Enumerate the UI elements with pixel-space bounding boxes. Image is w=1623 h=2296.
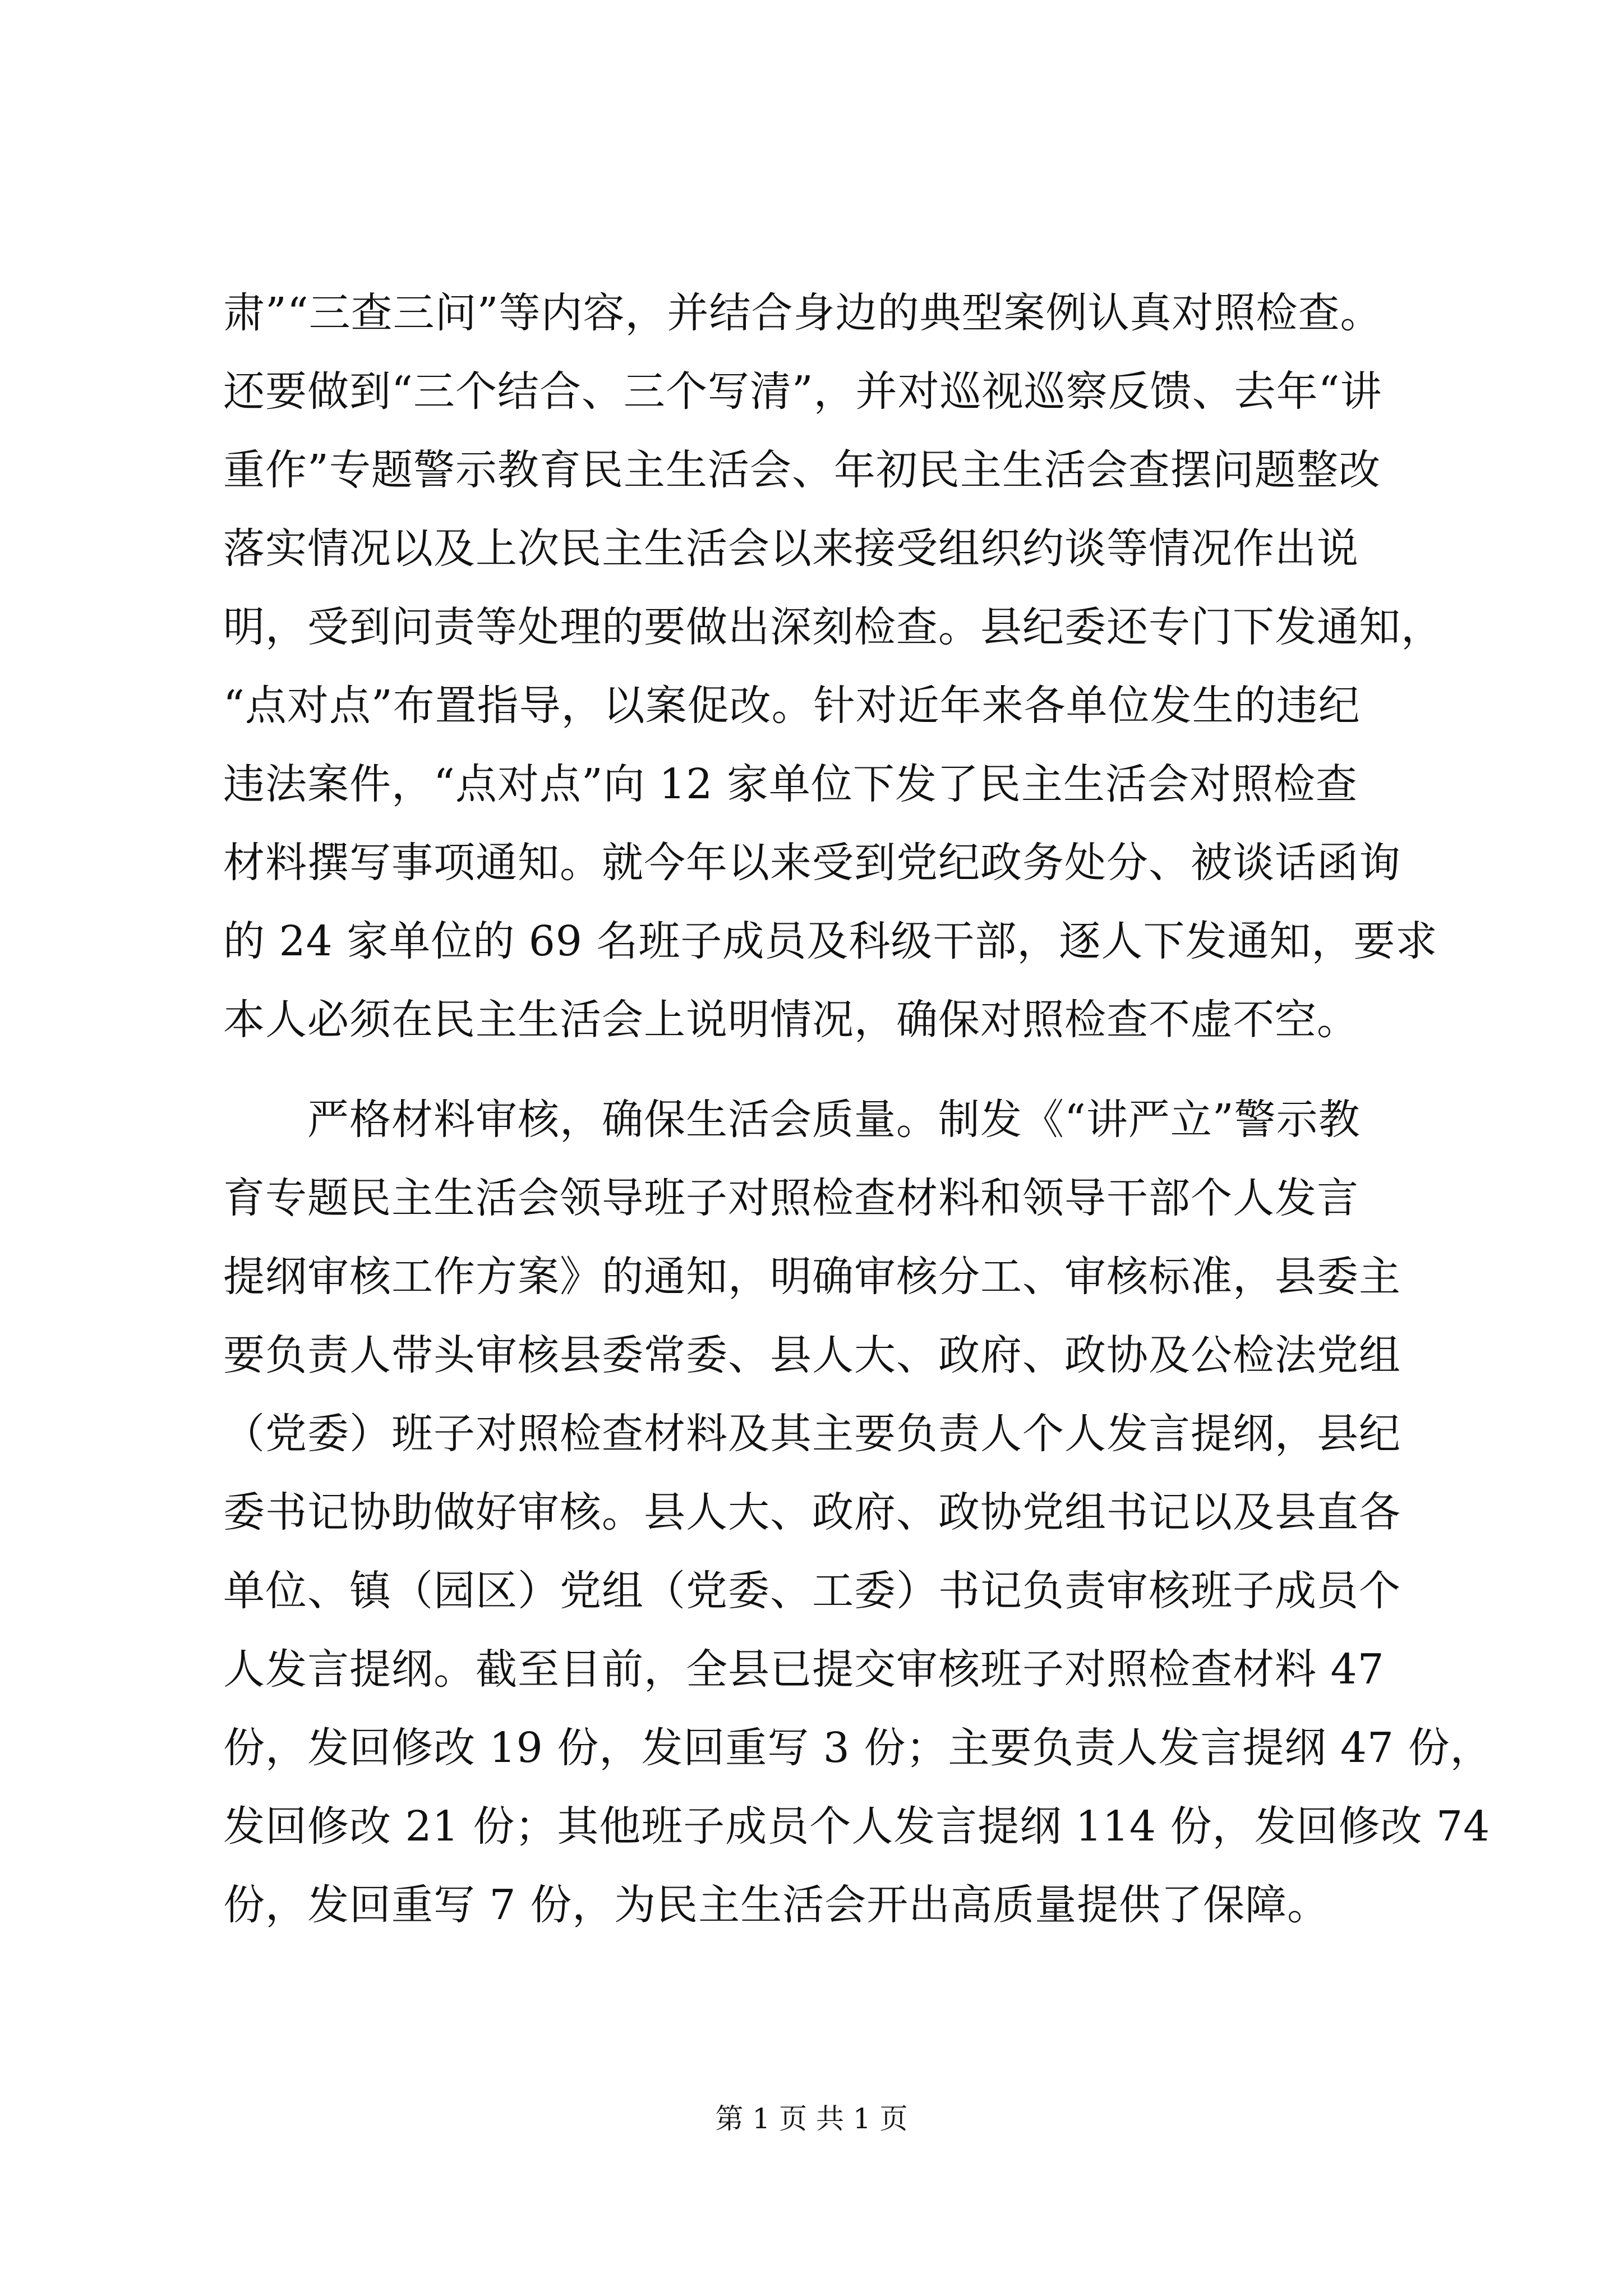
text-line: 育专题民主生活会领导班子对照检查材料和领导干部个人发言 bbox=[223, 1174, 1359, 1222]
text-line: 违法案件，“点对点”向 12 家单位下发了民主生活会对照检查 bbox=[223, 760, 1358, 808]
text-line: （党委）班子对照检查材料及其主要负责人个人发言提纲，县纪 bbox=[223, 1410, 1401, 1458]
text-line: 人发言提纲。截至目前，全县已提交审核班子对照检查材料 47 bbox=[223, 1645, 1385, 1694]
page-number-footer: 第 1 页 共 1 页 bbox=[715, 2102, 908, 2135]
text-line: 单位、镇（园区）党组（党委、工委）书记负责审核班子成员个 bbox=[223, 1567, 1401, 1615]
text-line: 明，受到问责等处理的要做出深刻检查。县纪委还专门下发通知， bbox=[223, 603, 1443, 651]
document-body bbox=[223, 274, 1492, 1944]
paragraph-spacer bbox=[223, 1059, 1435, 1080]
text-line: 本人必须在民主生活会上说明情况，确保对照检查不虚不空。 bbox=[223, 996, 1359, 1044]
text-line: 提纲审核工作方案》的通知，明确审核分工、审核标准，县委主 bbox=[223, 1253, 1401, 1301]
text-line: 发回修改 21 份；其他班子成员个人发言提纲 114 份，发回修改 74 bbox=[223, 1802, 1491, 1851]
text-line: 委书记协助做好审核。县人大、政府、政协党组书记以及县直各 bbox=[223, 1488, 1401, 1536]
text-line: 要负责人带头审核县委常委、县人大、政府、政协及公检法党组 bbox=[223, 1331, 1401, 1379]
text-line: 份，发回修改 19 份，发回重写 3 份；主要负责人发言提纲 47 份， bbox=[223, 1724, 1492, 1772]
text-line: 肃”“三查三问”等内容，并结合身边的典型案例认真对照检查。 bbox=[223, 289, 1382, 337]
text-line: 份，发回重写 7 份，为民主生活会开出高质量提供了保障。 bbox=[223, 1881, 1330, 1929]
text-line: 的 24 家单位的 69 名班子成员及科级干部，逐人下发通知，要求 bbox=[223, 917, 1438, 965]
text-line: 落实情况以及上次民主生活会以来接受组织约谈等情况作出说 bbox=[223, 524, 1359, 573]
text-line: 严格材料审核，确保生活会质量。制发《“讲严立”警示教 bbox=[223, 1096, 1361, 1144]
text-line: “点对点”布置指导，以案促改。针对近年来各单位发生的违纪 bbox=[223, 682, 1361, 730]
text-line: 还要做到“三个结合、三个写清”，并对巡视巡察反馈、去年“讲 bbox=[223, 367, 1382, 416]
text-line: 重作”专题警示教育民主生活会、年初民主生活会查摆问题整改 bbox=[223, 446, 1381, 494]
text-line: 材料撰写事项通知。就今年以来受到党纪政务处分、被谈话函询 bbox=[223, 839, 1401, 887]
